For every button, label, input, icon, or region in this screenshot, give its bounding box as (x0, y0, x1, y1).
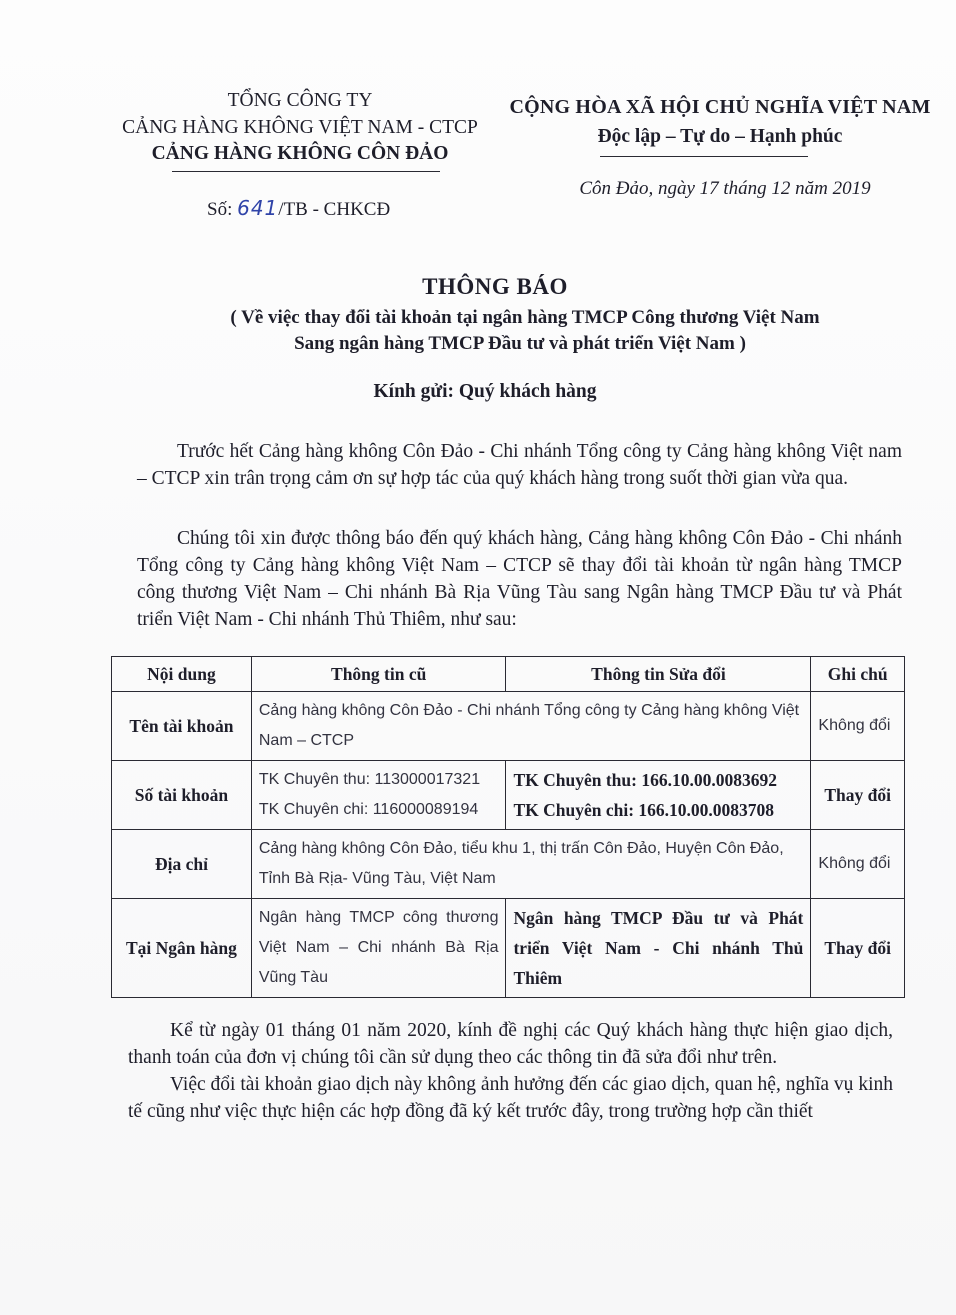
table-row (112, 899, 905, 998)
header-note: Ghi chú (811, 657, 905, 692)
body-paragraph-2: Chúng tôi xin được thông báo đến quý khách hàng, Cảng hàng không Côn Đảo - Chi nhánh Tổng công ty Cảng hàng không Việt Nam – CTCP sẽ thay đổi tài khoản từ ngân hàng TMCP công thương Việt Nam – Chi nhánh Bà Rịa Vũng Tàu sang Ngân hàng TMCP Đầu tư và Phát triển Việt Nam - Chi nhánh Thủ Thiêm, như sau: (137, 528, 902, 630)
old-collection-account: TK Chuyên thu: 113000017321 (258, 771, 481, 788)
row-label-address: Địa chỉ (112, 830, 252, 899)
table-row (112, 830, 905, 899)
row-label-bank: Tại Ngân hàng (112, 899, 252, 998)
body-paragraph-4: Việc đổi tài khoản giao dịch này không ảnh hưởng đến các giao dịch, quan hệ, nghĩa vụ kinh tế cũng như việc thực hiện các hợp đồng đã ký kết trước đây, trong trường hợp cần thiết (128, 1074, 893, 1122)
bank-note: Thay đổi (811, 899, 905, 998)
motto-underline (600, 156, 808, 157)
national-motto: Độc lập – Tự do – Hạnh phúc (597, 126, 843, 147)
org-parent-line2: CẢNG HÀNG KHÔNG VIỆT NAM - CTCP (122, 117, 478, 138)
table-row (112, 692, 905, 761)
national-title: CỘNG HÒA XÃ HỘI CHỦ NGHĨA VIỆT NAM (509, 96, 931, 118)
old-account-numbers (251, 761, 506, 830)
header-content: Nội dung (112, 657, 252, 692)
doc-number-handwritten: 641 (237, 196, 279, 220)
row-label-account-name: Tên tài khoản (112, 692, 252, 761)
header-new-info: Thông tin Sửa đổi (506, 657, 811, 692)
old-bank-value: Ngân hàng TMCP công thương Việt Nam – Chi nhánh Bà Rịa Vũng Tàu (251, 899, 506, 998)
new-collection-account: TK Chuyên thu: 166.10.00.0083692 (513, 770, 777, 790)
new-bank-value: Ngân hàng TMCP Đầu tư và Phát triển Việt Nam - Chi nhánh Thủ Thiêm (506, 899, 811, 998)
doc-number-prefix: Số: (207, 199, 238, 220)
body-paragraph-3: Kể từ ngày 01 tháng 01 năm 2020, kính đề nghị các Quý khách hàng thực hiện giao dịch, thanh toán của đơn vị chúng tôi cần sử dụng theo các thông tin đã sửa đổi như trên. (128, 1020, 893, 1068)
org-parent-line1: TỔNG CÔNG TY (227, 90, 373, 111)
doc-number-suffix: /TB - CHKCĐ (278, 199, 391, 220)
org-underline (172, 171, 440, 172)
body-paragraph-1: Trước hết Cảng hàng không Côn Đảo - Chi nhánh Tổng công ty Cảng hàng không Việt nam – CTCP xin trân trọng cảm ơn sự hợp tác của quý khách hàng trong suốt thời gian vừa qua. (137, 441, 902, 489)
document-number (207, 196, 390, 221)
new-account-numbers (506, 761, 811, 830)
org-issuer-name: CẢNG HÀNG KHÔNG CÔN ĐẢO (151, 143, 449, 164)
old-payment-account: TK Chuyên chi: 116000089194 (258, 801, 479, 818)
table-header-row (112, 657, 905, 692)
recipient-line: Kính gửi: Quý khách hàng (373, 381, 597, 402)
address-value: Cảng hàng không Côn Đảo, tiểu khu 1, thị trấn Côn Đảo, Huyện Côn Đảo, Tỉnh Bà Rịa- Vũng Tàu, Việt Nam (251, 830, 811, 899)
address-note: Không đổi (811, 830, 905, 899)
row-label-account-number: Số tài khoản (112, 761, 252, 830)
document-subtitle-line1: ( Về việc thay đổi tài khoản tại ngân hàng TMCP Công thương Việt Nam (230, 307, 820, 328)
header-old-info: Thông tin cũ (251, 657, 506, 692)
account-name-value: Cảng hàng không Côn Đảo - Chi nhánh Tổng công ty Cảng hàng không Việt Nam – CTCP (251, 692, 811, 761)
account-number-note: Thay đổi (811, 761, 905, 830)
document-subtitle-line2: Sang ngân hàng TMCP Đầu tư và phát triển Việt Nam ) (294, 333, 746, 354)
account-change-table (111, 656, 905, 998)
new-payment-account: TK Chuyên chi: 166.10.00.0083708 (513, 800, 775, 820)
document-title: THÔNG BÁO (422, 274, 568, 299)
place-and-date: Côn Đảo, ngày 17 tháng 12 năm 2019 (579, 178, 871, 199)
table-row (112, 761, 905, 830)
account-name-note: Không đổi (811, 692, 905, 761)
